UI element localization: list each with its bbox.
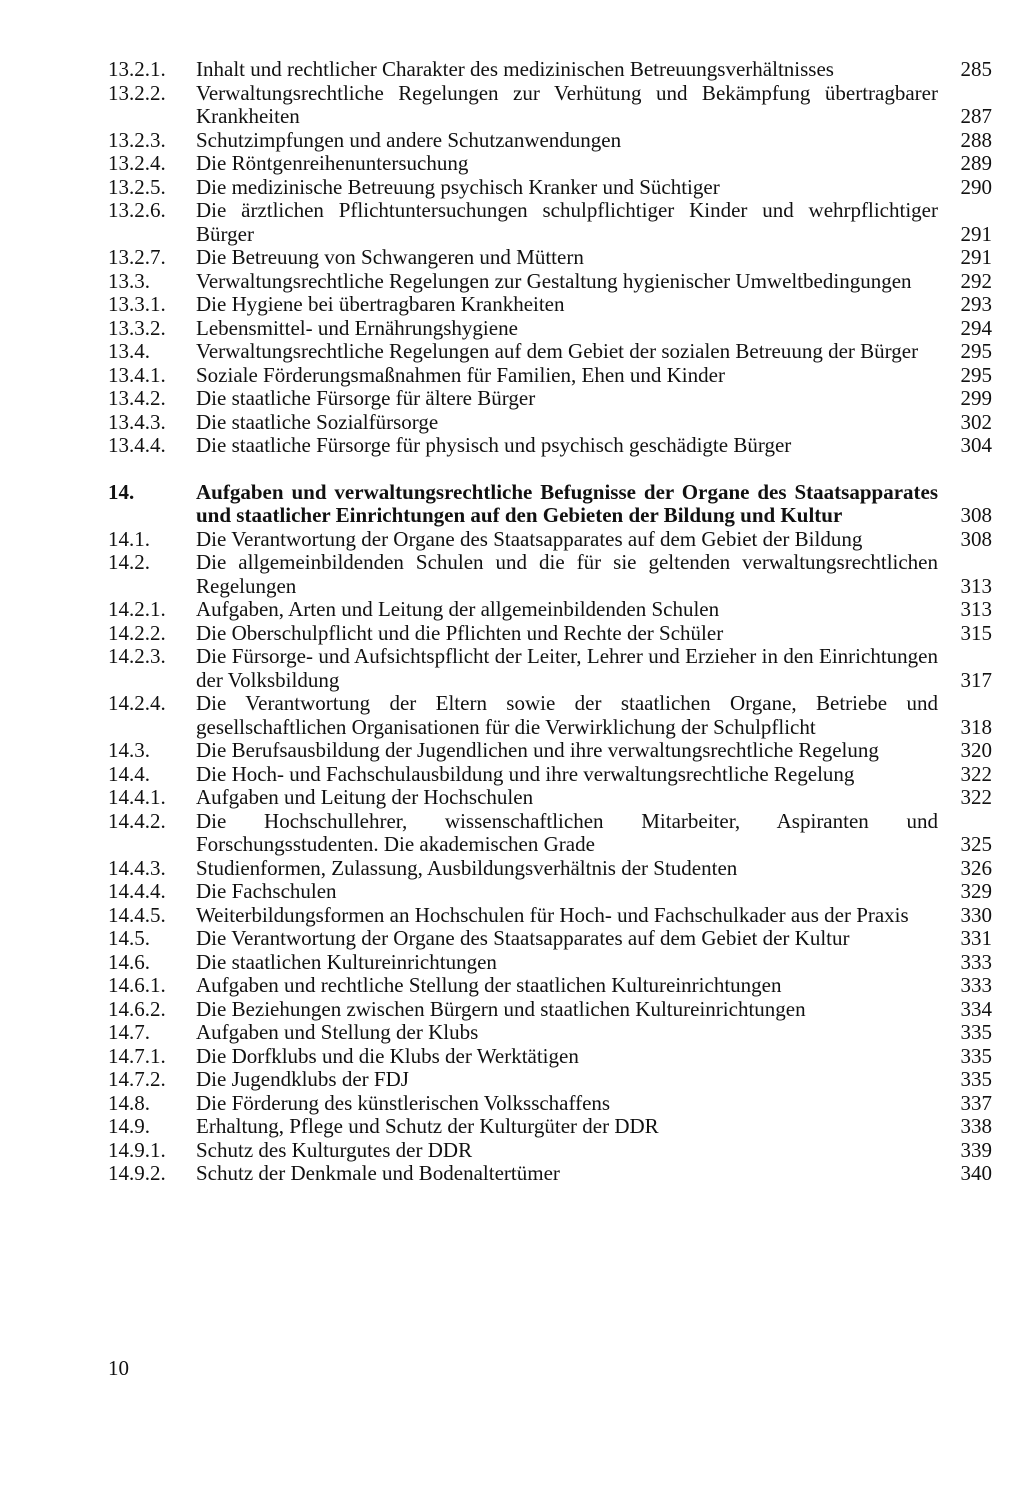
toc-entry-number: 13.3.	[108, 268, 150, 293]
toc-entry-title: Erhaltung, Pflege und Schutz der Kulturgüter der DDR	[196, 1114, 659, 1138]
toc-entry-page: 295	[960, 339, 992, 363]
toc-entry	[108, 340, 992, 364]
toc-entry-title: Die Beziehungen zwischen Bürgern und staatlichen Kultureinrichtungen	[196, 996, 806, 1021]
toc-entry-page: 289	[960, 151, 992, 175]
toc-entry	[108, 1092, 992, 1116]
toc-entry-page: 320	[960, 738, 992, 762]
toc-entry	[108, 176, 992, 200]
toc-entry-number: 14.7.2.	[108, 1067, 166, 1091]
toc-entry-title: Schutz der Denkmale und Bodenaltertümer	[196, 1161, 560, 1185]
toc-entry-title: Aufgaben und Leitung der Hochschulen	[196, 785, 534, 809]
toc-entry-title: Die Förderung des künstlerischen Volksschaffens	[196, 1090, 611, 1115]
toc-entry-number: 13.4.3.	[108, 409, 166, 434]
table-of-contents	[108, 58, 992, 1186]
toc-entry-title: Die Berufsausbildung der Jugendlichen und ihre verwaltungsrechtliche Regelung	[196, 738, 879, 762]
toc-entry	[108, 1162, 992, 1186]
toc-entry	[108, 317, 992, 341]
toc-entry	[108, 1139, 992, 1163]
toc-entry-number: 13.2.7.	[108, 245, 166, 269]
toc-entry-number: 14.2.2.	[108, 620, 166, 645]
toc-entry-title: Inhalt und rechtlicher Charakter des medizinischen Betreuungsverhältnisses	[196, 57, 834, 81]
toc-entry	[108, 58, 992, 82]
toc-entry-title: Die ärztlichen Pflichtuntersuchungen schulpflichtiger Kinder und wehrpflichtiger Bürger	[196, 198, 938, 246]
toc-entry-title: Schutzimpfungen und andere Schutzanwendungen	[196, 127, 622, 152]
toc-entry-page: 329	[960, 879, 992, 903]
toc-entry	[108, 622, 992, 646]
toc-entry-page: 335	[960, 1043, 992, 1068]
toc-entry-title: Die Dorfklubs und die Klubs der Werktätigen	[196, 1043, 579, 1068]
toc-entry-number: 13.2.3.	[108, 127, 166, 152]
toc-entry	[108, 598, 992, 622]
toc-entry-title: Soziale Förderungsmaßnahmen für Familien, Ehen und Kinder	[196, 362, 725, 387]
toc-entry-title: Aufgaben und Stellung der Klubs	[196, 1020, 479, 1044]
page-number: 10	[108, 1356, 129, 1380]
toc-entry-page: 304	[960, 433, 992, 457]
toc-chapter-title: Aufgaben und verwaltungsrechtliche Befugnisse der Organe des Staatsapparates und staatlicher Einrichtungen auf den Gebieten der Bildung und Kultur	[196, 479, 938, 527]
toc-entry-page: 313	[960, 597, 992, 621]
toc-entry	[108, 645, 992, 692]
toc-entry	[108, 974, 992, 998]
toc-entry-number: 13.2.2.	[108, 80, 166, 105]
toc-entry-number: 13.2.6.	[108, 198, 166, 222]
toc-entry-number: 14.4.5.	[108, 902, 166, 927]
toc-entry	[108, 1068, 992, 1092]
toc-entry	[108, 270, 992, 294]
toc-entry-page: 331	[960, 926, 992, 950]
toc-entry-number: 13.4.2.	[108, 386, 166, 410]
toc-entry-title: Die staatliche Fürsorge für physisch und psychisch geschädigte Bürger	[196, 433, 792, 457]
toc-entry-number: 14.2.3.	[108, 644, 166, 668]
toc-entry-number: 13.2.5.	[108, 174, 166, 199]
toc-entry-number: 14.8.	[108, 1090, 150, 1115]
toc-entry	[108, 998, 992, 1022]
toc-chapter-page: 308	[960, 503, 992, 527]
toc-entry-number: 14.7.1.	[108, 1043, 166, 1068]
toc-entry-number: 13.3.2.	[108, 315, 166, 340]
toc-entry-page: 285	[960, 57, 992, 81]
toc-entry-number: 13.2.1.	[108, 57, 166, 81]
toc-entry-number: 14.2.1.	[108, 597, 166, 621]
toc-entry-number: 14.4.3.	[108, 855, 166, 880]
toc-entry-page: 287	[960, 104, 992, 128]
toc-entry	[108, 692, 992, 739]
toc-entry	[108, 82, 992, 129]
toc-entry-title: Verwaltungsrechtliche Regelungen auf dem Gebiet der sozialen Betreuung der Bürger	[196, 339, 919, 363]
toc-entry	[108, 434, 992, 458]
toc-entry-title: Lebensmittel- und Ernährungshygiene	[196, 315, 518, 340]
toc-entry-number: 14.6.	[108, 949, 150, 974]
toc-entry-title: Verwaltungsrechtliche Regelungen zur Gestaltung hygienischer Umweltbedingungen	[196, 268, 912, 293]
toc-entry-page: 291	[960, 221, 992, 246]
toc-entry-page: 326	[960, 855, 992, 880]
toc-entry-page: 291	[960, 245, 992, 269]
toc-entry-page: 294	[960, 315, 992, 340]
toc-entry-page: 325	[960, 832, 992, 856]
toc-entry	[108, 1021, 992, 1045]
toc-entry	[108, 152, 992, 176]
toc-entry-number: 14.4.2.	[108, 808, 166, 833]
toc-entry	[108, 857, 992, 881]
toc-entry	[108, 411, 992, 435]
toc-entry-number: 13.2.4.	[108, 151, 166, 175]
toc-entry-page: 338	[960, 1114, 992, 1138]
toc-entry-title: Die Verantwortung der Organe des Staatsapparates auf dem Gebiet der Kultur	[196, 926, 850, 950]
toc-entry-number: 14.2.4.	[108, 691, 166, 715]
toc-entry	[108, 927, 992, 951]
toc-entry	[108, 880, 992, 904]
toc-entry-page: 288	[960, 127, 992, 152]
toc-entry-number: 14.1.	[108, 526, 150, 551]
toc-entry-page: 339	[960, 1137, 992, 1162]
toc-entry-title: Aufgaben und rechtliche Stellung der staatlichen Kultureinrichtungen	[196, 973, 782, 997]
toc-entry-title: Die Verantwortung der Organe des Staatsapparates auf dem Gebiet der Bildung	[196, 526, 863, 551]
toc-entry-page: 322	[960, 785, 992, 809]
toc-entry-page: 335	[960, 1020, 992, 1044]
toc-entry-page: 337	[960, 1090, 992, 1115]
toc-entry-page: 333	[960, 973, 992, 997]
toc-entry	[108, 199, 992, 246]
toc-entry-title: Die Verantwortung der Eltern sowie der staatlichen Organe, Betriebe und gesellschaftlichen Organisationen für die Verwirklichung der Schulpflicht	[196, 691, 938, 739]
toc-entry-page: 302	[960, 409, 992, 434]
toc-entry-title: Verwaltungsrechtliche Regelungen zur Verhütung und Bekämpfung übertragbarer Krankheiten	[196, 80, 938, 128]
toc-entry	[108, 1045, 992, 1069]
toc-entry-page: 293	[960, 292, 992, 316]
toc-entry-title: Die Hochschullehrer, wissenschaftlichen Mitarbeiter, Aspiranten und Forschungsstudenten. Die akademischen Grade	[196, 808, 938, 856]
toc-entry-number: 14.6.2.	[108, 996, 166, 1021]
toc-entry-number: 14.9.	[108, 1114, 150, 1138]
toc-entry-page: 295	[960, 362, 992, 387]
toc-entry	[108, 786, 992, 810]
toc-entry	[108, 904, 992, 928]
toc-entry	[108, 951, 992, 975]
toc-entry-title: Weiterbildungsformen an Hochschulen für Hoch- und Fachschulkader aus der Praxis	[196, 902, 909, 927]
toc-entry-title: Die Hoch- und Fachschulausbildung und ihre verwaltungsrechtliche Regelung	[196, 761, 855, 786]
toc-entry-title: Die Jugendklubs der FDJ	[196, 1067, 409, 1091]
toc-entry-page: 292	[960, 268, 992, 293]
toc-entry	[108, 528, 992, 552]
toc-entry-number: 14.4.	[108, 761, 150, 786]
toc-entry	[108, 246, 992, 270]
toc-entry-number: 14.7.	[108, 1020, 150, 1044]
toc-entry-number: 13.3.1.	[108, 292, 166, 316]
toc-entry	[108, 364, 992, 388]
toc-entry	[108, 551, 992, 598]
toc-entry-title: Die Fachschulen	[196, 879, 337, 903]
toc-entry-number: 14.6.1.	[108, 973, 166, 997]
toc-entry-number: 14.9.2.	[108, 1161, 166, 1185]
toc-entry-title: Studienformen, Zulassung, Ausbildungsverhältnis der Studenten	[196, 855, 738, 880]
toc-entry-page: 335	[960, 1067, 992, 1091]
toc-entry-number: 14.5.	[108, 926, 150, 950]
toc-entry	[108, 1115, 992, 1139]
toc-entry-number: 14.2.	[108, 550, 150, 574]
toc-entry-title: Die Betreuung von Schwangeren und Müttern	[196, 245, 584, 269]
toc-entry-title: Die Hygiene bei übertragbaren Krankheiten	[196, 292, 565, 316]
toc-entry	[108, 810, 992, 857]
toc-entry	[108, 739, 992, 763]
toc-entry-number: 13.4.4.	[108, 433, 166, 457]
toc-entry-page: 333	[960, 949, 992, 974]
toc-entry-title: Die Röntgenreihenuntersuchung	[196, 151, 469, 175]
toc-entry-number: 14.4.1.	[108, 785, 166, 809]
toc-entry-title: Aufgaben, Arten und Leitung der allgemeinbildenden Schulen	[196, 597, 720, 621]
toc-entry-title: Schutz des Kulturgutes der DDR	[196, 1137, 473, 1162]
toc-entry-title: Die medizinische Betreuung psychisch Kranker und Süchtiger	[196, 174, 720, 199]
toc-entry	[108, 293, 992, 317]
toc-entry-page: 299	[960, 386, 992, 410]
toc-entry-number: 14.9.1.	[108, 1137, 166, 1162]
toc-entry-page: 340	[960, 1161, 992, 1185]
toc-entry-page: 317	[960, 667, 992, 692]
toc-entry-number: 13.4.1.	[108, 362, 166, 387]
toc-entry-page: 322	[960, 761, 992, 786]
toc-entry	[108, 387, 992, 411]
toc-chapter-number: 14.	[108, 479, 135, 504]
toc-entry-page: 313	[960, 573, 992, 598]
toc-entry-page: 318	[960, 714, 992, 739]
toc-entry	[108, 129, 992, 153]
toc-entry-page: 334	[960, 996, 992, 1021]
toc-entry-number: 14.3.	[108, 738, 150, 762]
toc-chapter-heading	[108, 481, 992, 528]
toc-entry-page: 315	[960, 620, 992, 645]
toc-entry-page: 290	[960, 174, 992, 199]
toc-entry-number: 13.4.	[108, 339, 150, 363]
toc-entry-title: Die allgemeinbildenden Schulen und die für sie geltenden verwaltungsrechtlichen Regelungen	[196, 550, 938, 598]
toc-entry-title: Die Fürsorge- und Aufsichtspflicht der Leiter, Lehrer und Erzieher in den Einrichtungen der Volksbildung	[196, 644, 938, 692]
toc-entry-title: Die staatlichen Kultureinrichtungen	[196, 949, 497, 974]
toc-entry-number: 14.4.4.	[108, 879, 166, 903]
toc-entry-title: Die Oberschulpflicht und die Pflichten und Rechte der Schüler	[196, 620, 724, 645]
toc-entry-title: Die staatliche Sozialfürsorge	[196, 409, 439, 434]
toc-entry-page: 308	[960, 526, 992, 551]
toc-entry-title: Die staatliche Fürsorge für ältere Bürger	[196, 386, 536, 410]
toc-entry	[108, 763, 992, 787]
toc-entry-page: 330	[960, 902, 992, 927]
